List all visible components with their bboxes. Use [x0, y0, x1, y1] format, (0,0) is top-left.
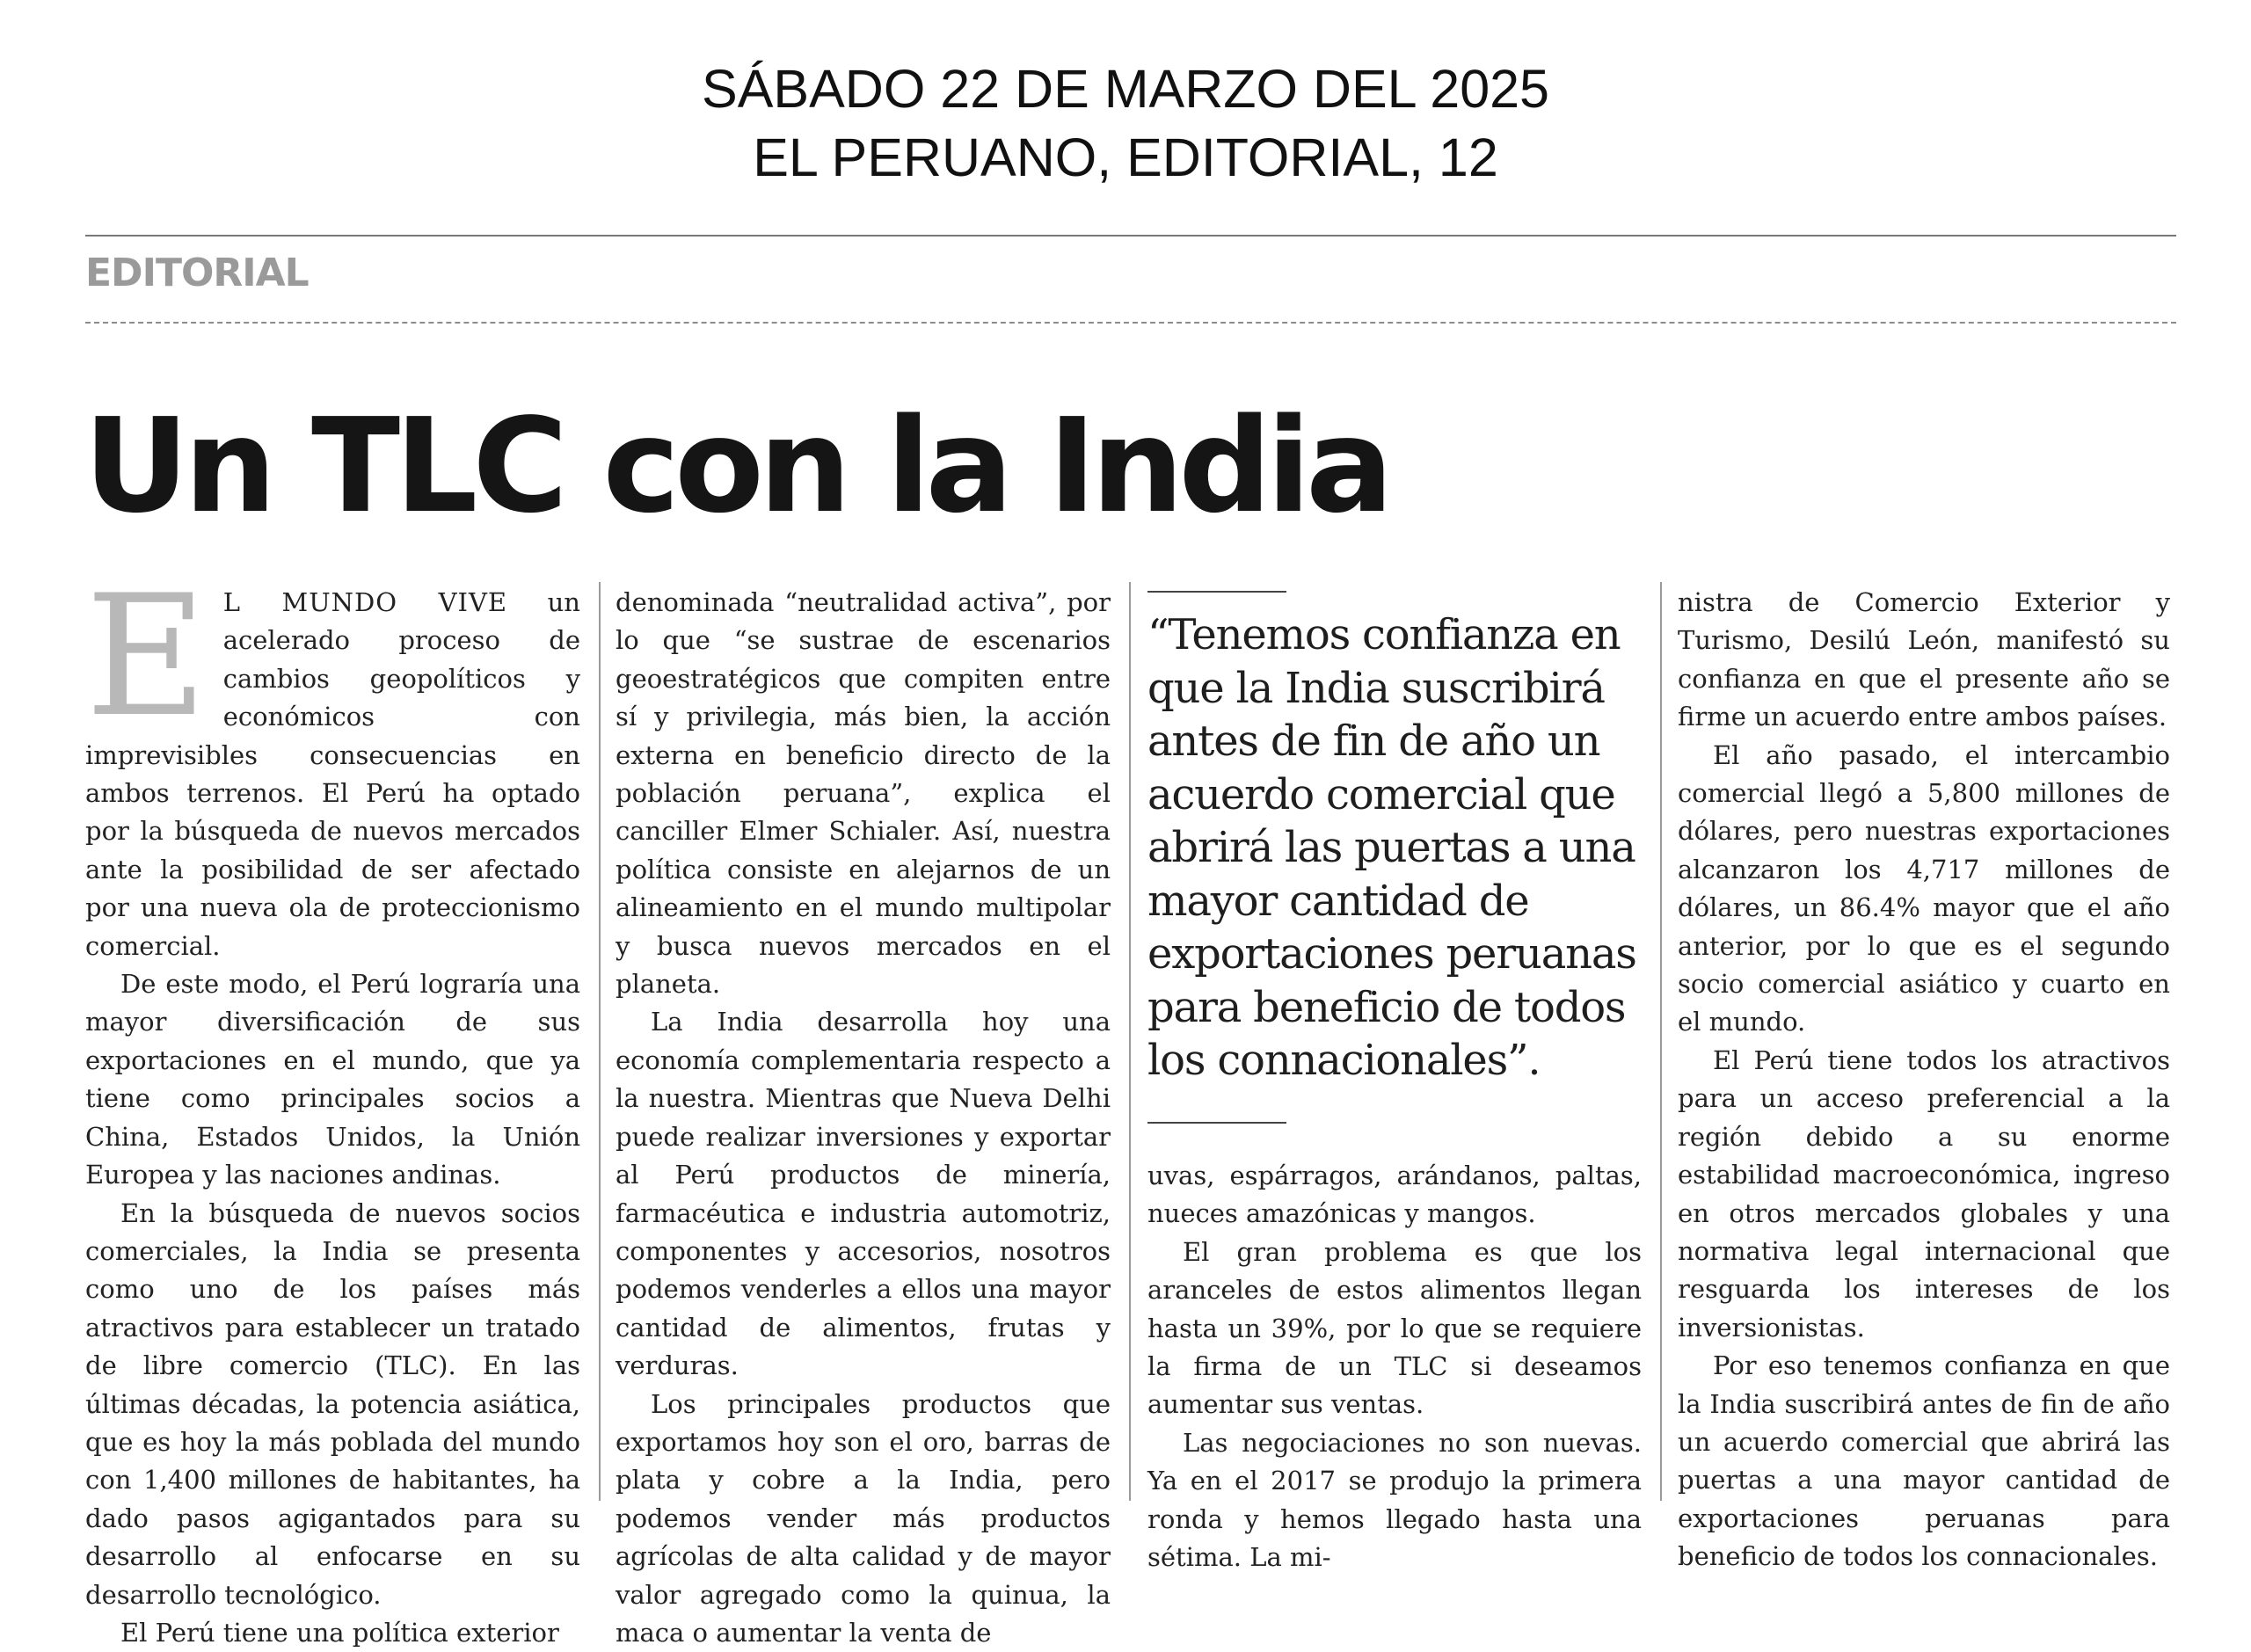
dashed-rule — [85, 322, 2176, 324]
article-column-3 — [1147, 1157, 1642, 1576]
paragraph: De este modo, el Perú lograría una mayor diversificación de sus exportaciones en el mundo, que ya tiene como principales socios a China, Estados Unidos, la Unión Europea y las naciones andinas. — [85, 969, 580, 1190]
article-column-4 — [1678, 584, 2170, 1576]
paragraph: El Perú tiene una política exterior — [120, 1617, 559, 1648]
column-divider — [1660, 582, 1662, 1501]
paragraph: nistra de Comercio Exterior y Turismo, Desilú León, manifestó su confianza en que el presente año se firme un acuerdo entre ambos países. — [1678, 587, 2170, 732]
paragraph: La India desarrolla hoy una economía complementaria respecto a la nuestra. Mientras que Nueva Delhi puede realizar inversiones y exportar al Perú productos de minería, farmacéutica e industria automotriz, componentes y accesorios, nosotros podemos venderles a ellos una mayor cantidad de alimentos, frutas y verduras. — [616, 1007, 1111, 1381]
top-rule — [85, 235, 2176, 237]
pullquote-rule-top — [1147, 591, 1286, 593]
paragraph: En la búsqueda de nuevos socios comerciales, la India se presenta como uno de los países más atractivos para establecer un tratado de libre comercio (TLC). En las últimas décadas, la potencia asiática, que es hoy la más poblada del mundo con 1,400 millones de habitantes, ha dado pasos agigantados para su desarrollo al enfocarse en su desarrollo tecnológico. — [85, 1197, 580, 1610]
paragraph: denominada “neutralidad activa”, por lo que “se sustrae de escenarios geoestratégicos que compiten entre sí y privilegia, más bien, la acción externa en beneficio directo de la población peruana”, explica el canciller Elmer Schialer. Así, nuestra política consiste en alejarnos de un alineamiento en el mundo multipolar y busca nuevos mercados en el planeta. — [616, 587, 1111, 1000]
lead-caps: L MUNDO VIVE — [222, 587, 508, 617]
paragraph: Las negociaciones no son nuevas. Ya en el 2017 se produjo la primera ronda y hemos llegado hasta una sétima. La mi- — [1147, 1427, 1642, 1573]
paragraph-text: un acelerado proceso de cambios geopolíticos y económicos con imprevisibles consecuencias en ambos terrenos. El Perú ha optado por la búsqueda de nuevos mercados ante la posibilidad de ser afectado por una nueva ola de proteccionismo comercial. — [85, 587, 580, 961]
pullquote-rule-bottom — [1147, 1122, 1286, 1124]
header-date: SÁBADO 22 DE MARZO DEL 2025 — [702, 59, 1549, 119]
article-column-1 — [85, 559, 580, 1652]
drop-cap: E — [85, 559, 208, 753]
header-source: EL PERUANO, EDITORIAL, 12 — [753, 127, 1498, 187]
pull-quote: “Tenemos confianza en que la India suscribirá antes de fin de año un acuerdo comercial que abrirá las puertas a una mayor cantidad de exportaciones peruanas para beneficio de todos los connacionales”. — [1147, 610, 1636, 1085]
article-headline: Un TLC con la India — [84, 390, 1388, 542]
page-header — [0, 55, 2251, 192]
article-column-2 — [616, 584, 1111, 1652]
paragraph: El gran problema es que los aranceles de estos alimentos llegan hasta un 39%, por lo que se requiere la firma de un TLC si deseamos aumentar sus ventas. — [1147, 1236, 1642, 1420]
paragraph: Por eso tenemos confianza en que la India suscribirá antes de fin de año un acuerdo comercial que abrirá las puertas a una mayor cantidad de exportaciones peruanas para beneficio de todos los connacionales. — [1678, 1350, 2170, 1572]
column-divider — [1129, 582, 1131, 1501]
paragraph: uvas, espárragos, arándanos, paltas, nueces amazónicas y mangos. — [1147, 1161, 1642, 1229]
paragraph: Los principales productos que exportamos hoy son el oro, barras de plata y cobre a la India, pero podemos vender más productos agrícolas de alta calidad y de mayor valor agregado como la quinua, la maca o aumentar la venta de — [616, 1388, 1111, 1648]
paragraph — [85, 559, 580, 965]
column-divider — [599, 582, 601, 1501]
paragraph: El Perú tiene todos los atractivos para un acceso preferencial a la región debido a su enorme estabilidad macroeconómica, ingreso en otros mercados globales y una normativa legal internacional que resguarda los intereses de los inversionistas. — [1678, 1044, 2170, 1343]
section-label: EDITORIAL — [85, 251, 309, 295]
paragraph: El año pasado, el intercambio comercial llegó a 5,800 millones de dólares, pero nuestras exportaciones alcanzaron los 4,717 millones de dólares, un 86.4% mayor que el año anterior, por lo que es el segundo socio comercial asiático y cuarto en el mundo. — [1678, 739, 2170, 1037]
